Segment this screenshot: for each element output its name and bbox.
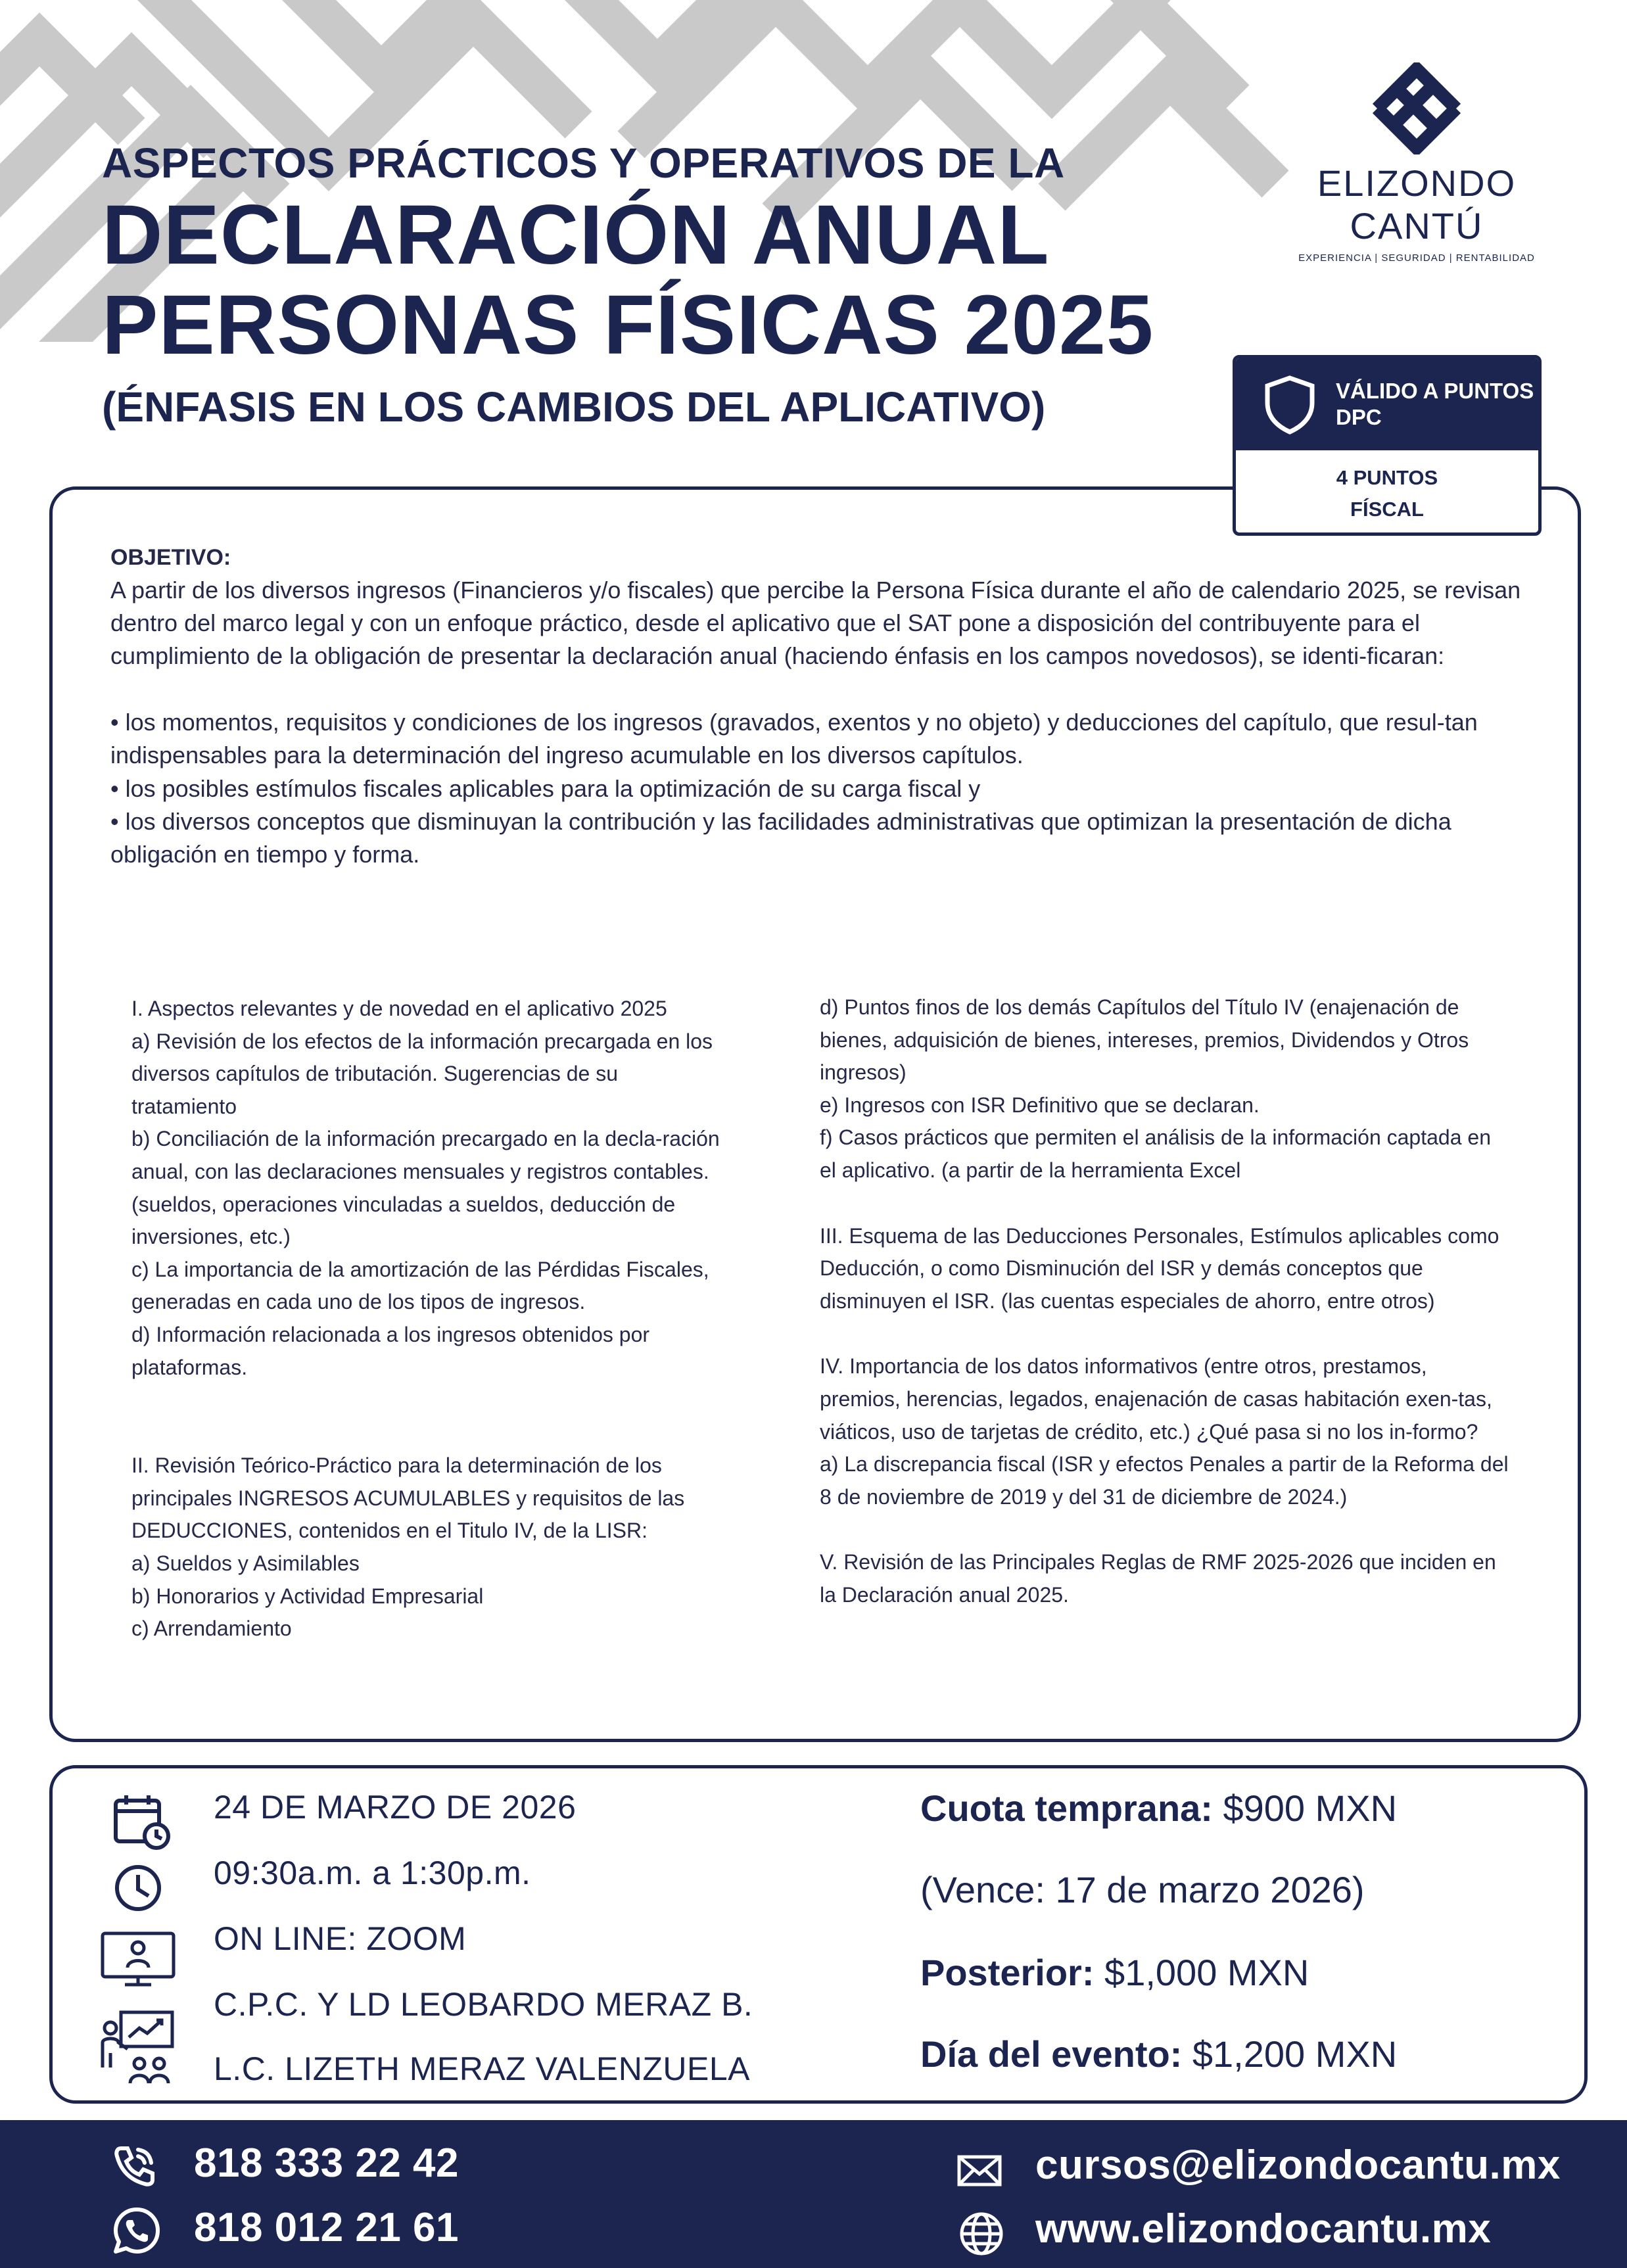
event-speaker-1: C.P.C. Y LD LEOBARDO MERAZ B. bbox=[214, 1986, 753, 2023]
title-block bbox=[102, 141, 1219, 430]
clock-icon bbox=[112, 1862, 164, 1914]
objective-title: OBJETIVO: bbox=[110, 545, 231, 570]
event-day-price-label: Día del evento: bbox=[920, 2033, 1183, 2075]
section-1-item-b: b) Conciliación de la información precargado en la decla-ración anual, con las declaraciones mensuales y registros contables. (sueldos, operaciones vinculadas a sueldos, deducción de inversiones, etc.) bbox=[131, 1127, 720, 1249]
course-title-line2: PERSONAS FÍSICAS 2025 bbox=[102, 278, 1154, 373]
section-1-item-a: a) Revisión de los efectos de la información precargada en los diversos capítulos de tributación. Sugerencias de su tratamiento bbox=[131, 1029, 713, 1118]
objective-bullet: • los posibles estímulos fiscales aplicables para la optimización de su carga fiscal y bbox=[110, 772, 1540, 805]
early-price-expiry: (Vence: 17 de marzo 2026) bbox=[920, 1869, 1365, 1910]
course-emphasis: (ÉNFASIS EN LOS CAMBIOS DEL APLICATIVO) bbox=[102, 383, 1046, 431]
globe-icon bbox=[958, 2211, 1004, 2257]
event-modality: ON LINE: ZOOM bbox=[214, 1920, 467, 1957]
section-2-item-f: f) Casos prácticos que permiten el análisis de la información captada en el aplicativo. (a partir de la herramienta Excel bbox=[820, 1125, 1491, 1182]
objective-text: A partir de los diversos ingresos (Financieros y/o fiscales) que percibe la Persona Física durante el año de calendario 2025, se revisan dentro del marco legal y con un enfoque práctico, desde el aplicativo que el SAT pone a disposición del contribuyente para el cumplimiento de la obligación de presentar la declaración anual (haciendo énfasis en los campos novedosos), se identi-ficaran: bbox=[110, 576, 1521, 670]
program-column-right bbox=[820, 991, 1510, 1612]
speaker-presentation-icon bbox=[99, 2008, 176, 2087]
email-icon bbox=[956, 2154, 1002, 2187]
contact-footer bbox=[0, 2120, 1627, 2268]
section-1-item-c: c) La importancia de la amortización de las Pérdidas Fiscales, generadas en cada uno de los tipos de ingresos. bbox=[131, 1257, 709, 1314]
shield-icon bbox=[1262, 374, 1317, 435]
badge-points bbox=[1236, 450, 1538, 525]
course-subtitle: ASPECTOS PRÁCTICOS Y OPERATIVOS DE LA bbox=[102, 139, 1065, 187]
section-5: V. Revisión de las Principales Reglas de RMF 2025-2026 que inciden en la Declaración anual 2025. bbox=[820, 1550, 1496, 1607]
badge-points-count: 4 PUNTOS bbox=[1336, 466, 1438, 489]
section-2-title: II. Revisión Teórico-Práctico para la determinación de los principales INGRESOS ACUMULABLES y requisitos de las DEDUCCIONES, contenidos en el Titulo IV, de la LISR: bbox=[131, 1453, 685, 1543]
website-link[interactable]: www.elizondocantu.mx bbox=[1035, 2206, 1492, 2252]
early-price-value: $900 MXN bbox=[1212, 1787, 1398, 1829]
later-price-value: $1,000 MXN bbox=[1094, 1952, 1309, 1993]
section-4-item-a: a) La discrepancia fiscal (ISR y efectos Penales a partir de la Reforma del 8 de noviembre de 2019 y del 31 de diciembre de 2024.) bbox=[820, 1452, 1509, 1509]
program-column-left bbox=[131, 993, 723, 1645]
objective-section bbox=[110, 542, 1540, 872]
section-3: III. Esquema de las Deducciones Personales, Estímulos aplicables como Deducción, o como Disminución del ISR y demás conceptos que disminuyen el ISR. (las cuentas especiales de ahorro, entre otros) bbox=[820, 1223, 1499, 1313]
section-4: IV. Importancia de los datos informativos (entre otros, prestamos, premios, herencias, legados, enajenación de casas habitación exen-tas, viáticos, uso de tarjetas de crédito, etc.) ¿Qué pasa si no los in-formo? bbox=[820, 1354, 1492, 1444]
email-link[interactable]: cursos@elizondocantu.mx bbox=[1035, 2142, 1561, 2188]
section-2-item-d: d) Puntos finos de los demás Capítulos del Título IV (enajenación de bienes, adquisición de bienes, intereses, premios, Dividendos y Otros ingresos) bbox=[820, 995, 1469, 1085]
badge-dpc-label: DPC bbox=[1336, 405, 1382, 429]
phone-number-2[interactable]: 818 012 21 61 bbox=[194, 2205, 459, 2250]
logo-tagline: EXPERIENCIA | SEGURIDAD | RENTABILIDAD bbox=[1298, 252, 1535, 264]
section-1-title: I. Aspectos relevantes y de novedad en el aplicativo 2025 bbox=[131, 997, 667, 1020]
later-price-label: Posterior: bbox=[920, 1952, 1095, 1993]
logo-mark-icon bbox=[1357, 62, 1476, 154]
early-price bbox=[920, 1787, 1397, 1830]
section-2-item-e: e) Ingresos con ISR Definitivo que se declaran. bbox=[820, 1093, 1260, 1117]
online-meeting-icon bbox=[99, 1929, 177, 1989]
company-logo bbox=[1252, 62, 1581, 264]
logo-name: ELIZONDO CANTÚ bbox=[1317, 162, 1517, 247]
course-title-line1: DECLARACIÓN ANUAL bbox=[102, 188, 1050, 283]
event-speaker-2: L.C. LIZETH MERAZ VALENZUELA bbox=[214, 2050, 751, 2087]
section-2-item-a: a) Sueldos y Asimilables bbox=[131, 1551, 360, 1575]
dpc-points-badge bbox=[1233, 355, 1542, 536]
whatsapp-icon bbox=[112, 2206, 162, 2256]
badge-valid-label: VÁLIDO A PUNTOS bbox=[1336, 379, 1534, 404]
phone-icon bbox=[112, 2143, 158, 2189]
early-price-label: Cuota temprana: bbox=[920, 1787, 1213, 1829]
section-2-item-c: c) Arrendamiento bbox=[131, 1617, 292, 1641]
badge-points-area: FÍSCAL bbox=[1350, 498, 1424, 521]
later-price bbox=[920, 1951, 1309, 1994]
calendar-icon bbox=[112, 1791, 172, 1852]
objective-bullet: • los momentos, requisitos y condiciones de los ingresos (gravados, exentos y no objeto) y deducciones del capítulo, que resul-tan indispensables para la determinación del ingreso acumulable en los diversos capítulos. bbox=[110, 706, 1540, 772]
event-day-price bbox=[920, 2033, 1397, 2075]
badge-header bbox=[1236, 358, 1538, 450]
section-1-item-d: d) Información relacionada a los ingresos obtenidos por plataformas. bbox=[131, 1322, 650, 1379]
event-time: 09:30a.m. a 1:30p.m. bbox=[214, 1855, 531, 1891]
event-date: 24 DE MARZO DE 2026 bbox=[214, 1789, 577, 1826]
section-2-item-b: b) Honorarios y Actividad Empresarial bbox=[131, 1584, 484, 1608]
event-day-price-value: $1,200 MXN bbox=[1182, 2033, 1398, 2075]
objective-bullet: • los diversos conceptos que disminuyan la contribución y las facilidades administrativas que optimizan la presentación de dicha obligación en tiempo y forma. bbox=[110, 805, 1540, 872]
phone-number-1[interactable]: 818 333 22 42 bbox=[194, 2140, 459, 2186]
